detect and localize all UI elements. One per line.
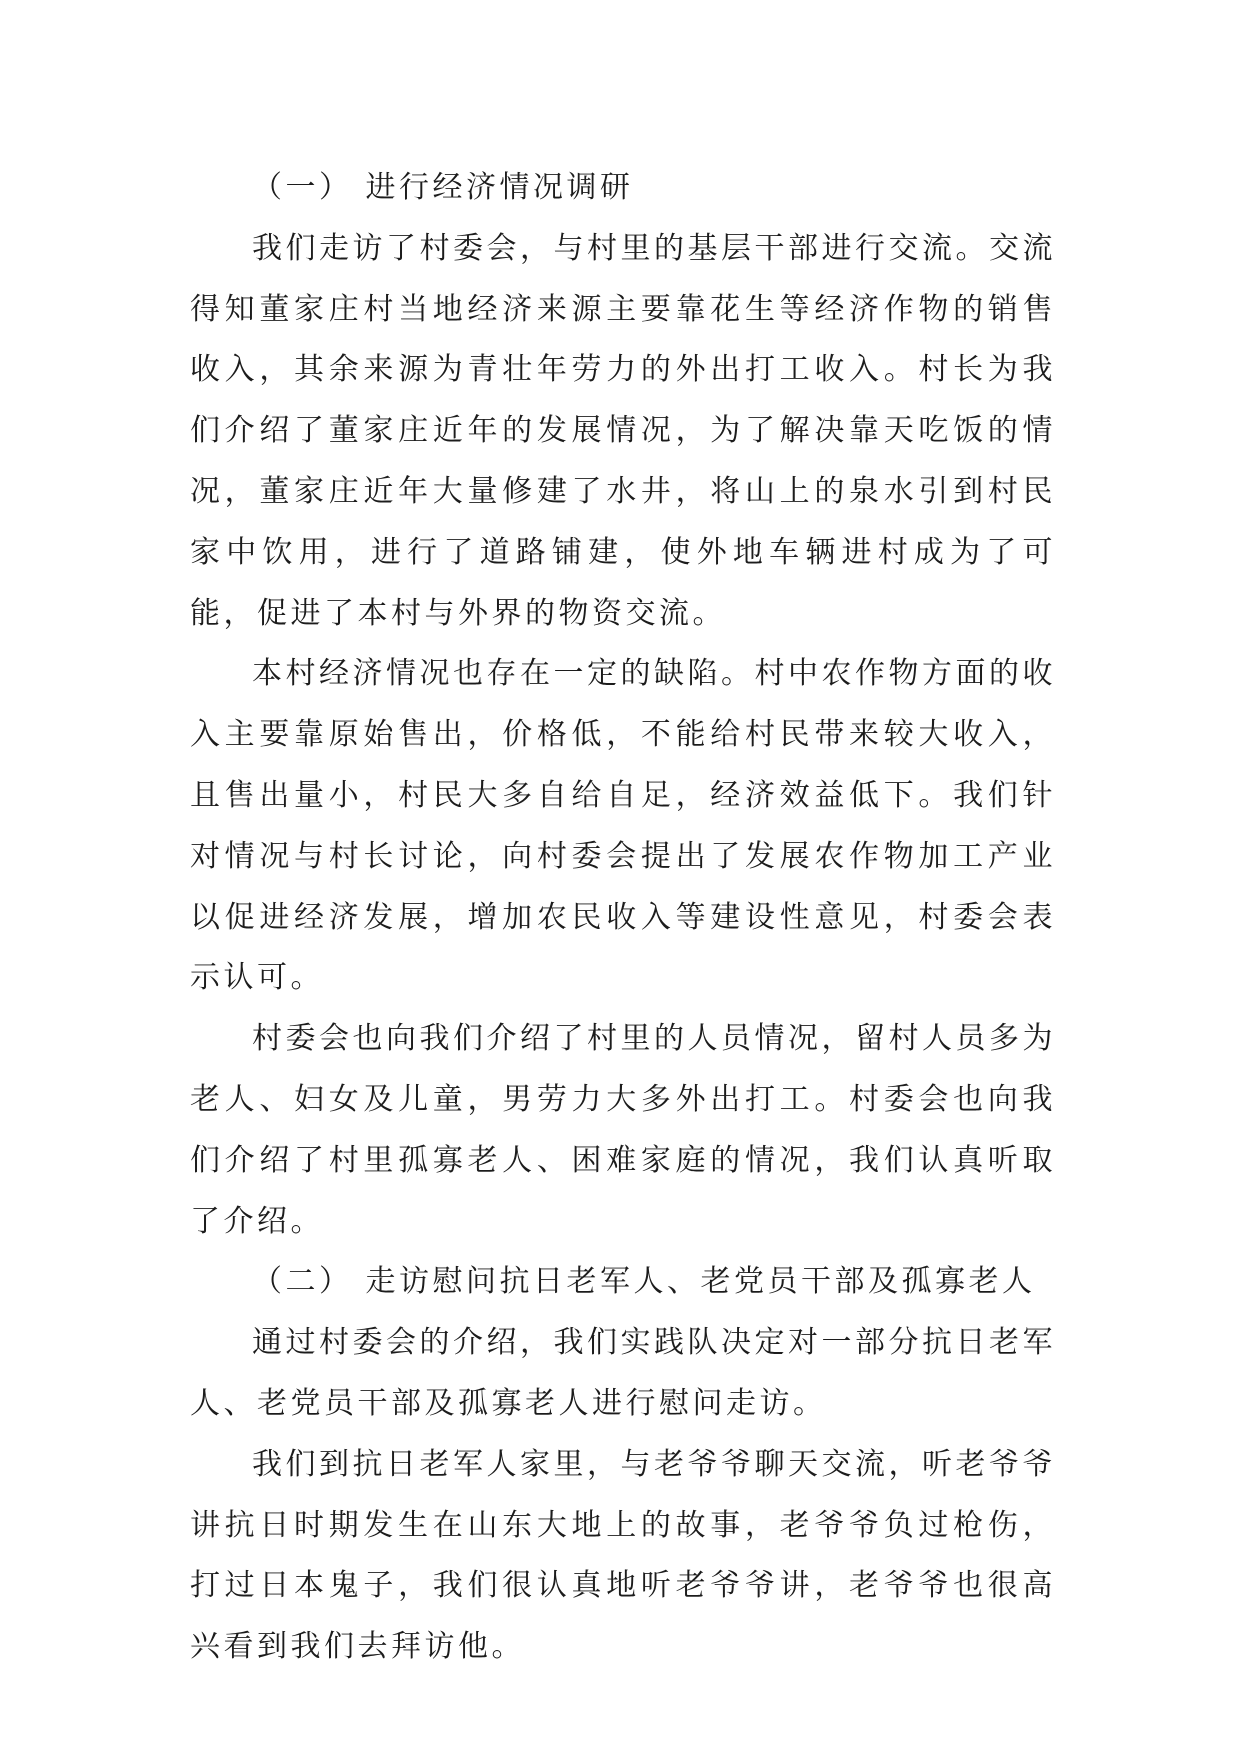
document-body xyxy=(190,158,1056,1678)
section-1-heading: （一） 进行经济情况调研 xyxy=(252,170,634,205)
section-1-paragraph-1: 我们走访了村委会，与村里的基层干部进行交流。交流得知董家庄村当地经济来源主要靠花生等经济作物的销售收入，其余来源为青壮年劳力的外出打工收入。村长为我们介绍了董家庄近年的发展情况，为了解决靠天吃饭的情况，董家庄近年大量修建了水井，将山上的泉水引到村民家中饮用，进行了道路铺建，使外地车辆进村成为了可能，促进了本村与外界的物资交流。 xyxy=(190,230,1056,631)
section-2-paragraph-2: 我们到抗日老军人家里，与老爷爷聊天交流，听老爷爷讲抗日时期发生在山东大地上的故事，老爷爷负过枪伤，打过日本鬼子，我们很认真地听老爷爷讲，老爷爷也很高兴看到我们去拜访他。 xyxy=(190,1446,1056,1665)
section-2-paragraph-1: 通过村委会的介绍，我们实践队决定对一部分抗日老军人、老党员干部及孤寡老人进行慰问走访。 xyxy=(190,1325,1056,1421)
section-1-paragraph-3: 村委会也向我们介绍了村里的人员情况，留村人员多为老人、妇女及儿童，男劳力大多外出打工。村委会也向我们介绍了村里孤寡老人、困难家庭的情况，我们认真听取了介绍。 xyxy=(190,1021,1056,1239)
section-2-heading: （二） 走访慰问抗日老军人、老党员干部及孤寡老人 xyxy=(252,1264,1036,1300)
section-1-paragraph-2: 本村经济情况也存在一定的缺陷。村中农作物方面的收入主要靠原始售出，价格低，不能给村民带来较大收入，且售出量小，村民大多自给自足，经济效益低下。我们针对情况与村长讨论，向村委会提出了发展农作物加工产业以促进经济发展，增加农民收入等建设性意见，村委会表示认可。 xyxy=(190,656,1056,996)
